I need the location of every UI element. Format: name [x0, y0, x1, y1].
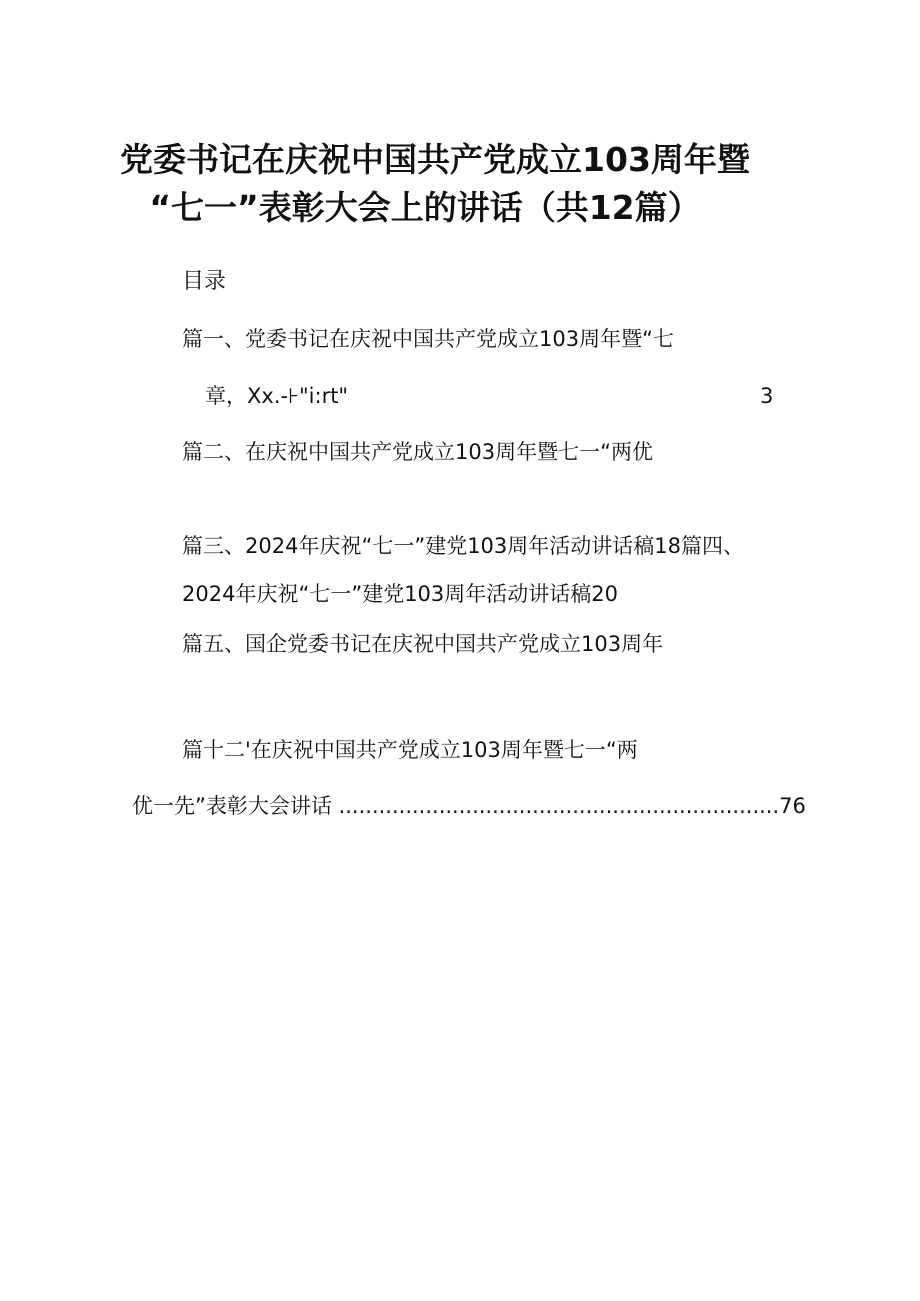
toc-entry-3-line-1[interactable]: 篇三、2024年庆祝“七一”建党103周年活动讲话稿18篇四、: [182, 534, 745, 558]
toc-entry-12-page-number: 76: [779, 794, 806, 818]
toc-entry-3-line-2[interactable]: 2024年庆祝“七一”建党103周年活动讲话稿20: [182, 582, 619, 606]
toc-entry-12-line-1[interactable]: 篇十二'在庆祝中国共产党成立103周年暨七一“两: [182, 738, 638, 762]
toc-entry-1-line-1[interactable]: 篇一、党委书记在庆祝中国共产党成立103周年暨“七: [182, 327, 674, 351]
document-title-line-1: 党委书记在庆祝中国共产党成立103周年暨: [120, 140, 750, 179]
toc-entry-5[interactable]: 篇五、国企党委书记在庆祝中国共产党成立103周年: [182, 632, 664, 656]
toc-entry-12-line-2[interactable]: [132, 792, 806, 820]
toc-entry-12-text: 优一先”表彰大会讲话: [132, 794, 332, 818]
toc-heading: 目录: [182, 269, 227, 294]
toc-entry-12-leader-dots: ..................................................................: [338, 794, 780, 818]
toc-entry-1-page-number: 3: [760, 384, 774, 408]
toc-entry-1-line-2[interactable]: 章，Xx.-⊦"i:rt": [205, 384, 349, 408]
toc-entry-2[interactable]: 篇二、在庆祝中国共产党成立103周年暨七一“两优: [182, 440, 653, 464]
document-title-line-2: “七一”表彰大会上的讲话（共12篇）: [149, 188, 701, 227]
